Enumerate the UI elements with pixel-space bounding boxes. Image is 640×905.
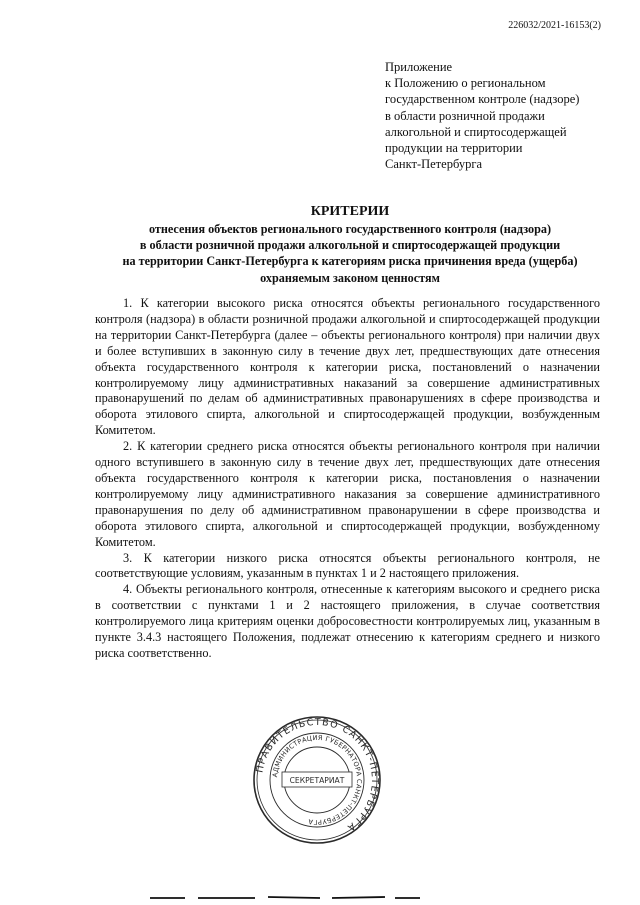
appendix-line: алкогольной и спиртосодержащей: [385, 124, 567, 139]
paragraph-2: 2. К категории среднего риска относятся объекты регионального контроля при наличии одного вступившего в законную силу в течение двух лет, предшествующих дате отнесения объекта государственного контроля к категории риска, постановления о назначении контролируемому лицу административного наказания за совершение административного правонарушения по делу об административном правонарушении в сфере производства и оборота этилового спирта, алкогольной и спиртосодержащей продукции, возбужденному Комитетом.: [95, 439, 600, 549]
signature-line: [150, 895, 420, 901]
appendix-line: Приложение: [385, 60, 453, 74]
official-stamp: [252, 715, 382, 845]
appendix-line: в области розничной продажи: [385, 108, 545, 123]
stamp-inner-text: АДМИНИСТРАЦИЯ ГУБЕРНАТОРА САНКТ-ПЕТЕРБУРГА: [271, 733, 364, 827]
appendix-line: Санкт-Петербурга: [385, 157, 483, 172]
subtitle-line: в области розничной продажи алкогольной и спиртосодержащей продукции: [139, 238, 561, 253]
subtitle-line: на территории Санкт-Петербурга к категориям риска причинения вреда (ущерба): [122, 254, 578, 269]
appendix-line: к Положению о региональном: [385, 76, 546, 91]
document-title: КРИТЕРИИ: [310, 204, 390, 219]
subtitle-line: охраняемым законом ценностям: [260, 270, 440, 285]
subtitle-line: отнесения объектов регионального государственного контроля (надзора): [148, 222, 552, 236]
appendix-header: [385, 59, 615, 172]
appendix-line: продукции на территории: [385, 141, 523, 156]
stamp-outer-text: ПРАВИТЕЛЬСТВО САНКТ-ПЕТЕРБУРГА: [254, 716, 381, 834]
paragraph-1: 1. К категории высокого риска относятся объекты регионального государственного контроля (надзора) в области розничной продажи алкогольной и спиртосодержащей продукции на территории Санкт-Петербурга (далее – объекты регионального контроля) при наличии двух и более вступивших в законную силу в течение двух лет, предшествующих дате отнесения объекта государственного контроля к категории риска, постановлений о назначении контролируемому лицу административных наказаний за совершение административных правонарушений по делам об административных правонарушениях в сфере производства и оборота этилового спирта, алкогольной и спиртосодержащей продукции, возбужденным Комитетом.: [95, 296, 600, 438]
document-subtitle: [60, 221, 640, 286]
stamp-center-text: СЕКРЕТАРИАТ: [289, 776, 345, 785]
document-body: [95, 296, 600, 662]
document-number: 226032/2021-16153(2): [508, 20, 601, 31]
appendix-line: государственном контроле (надзоре): [385, 92, 580, 107]
paragraph-3: 3. К категории низкого риска относятся объекты регионального контроля, не соответствующие условиям, указанным в пунктах 1 и 2 настоящего приложения.: [95, 550, 600, 581]
paragraph-4: 4. Объекты регионального контроля, отнесенные к категориям высокого и среднего риска в соответствии с пунктами 1 и 2 настоящего приложения, в случае соответствия контролируемого лица критериям оценки добросовестности контролируемых лиц, указанным в пункте 3.4.3 настоящего Положения, подлежат отнесению к категориям среднего и низкого риска соответственно.: [95, 582, 600, 660]
